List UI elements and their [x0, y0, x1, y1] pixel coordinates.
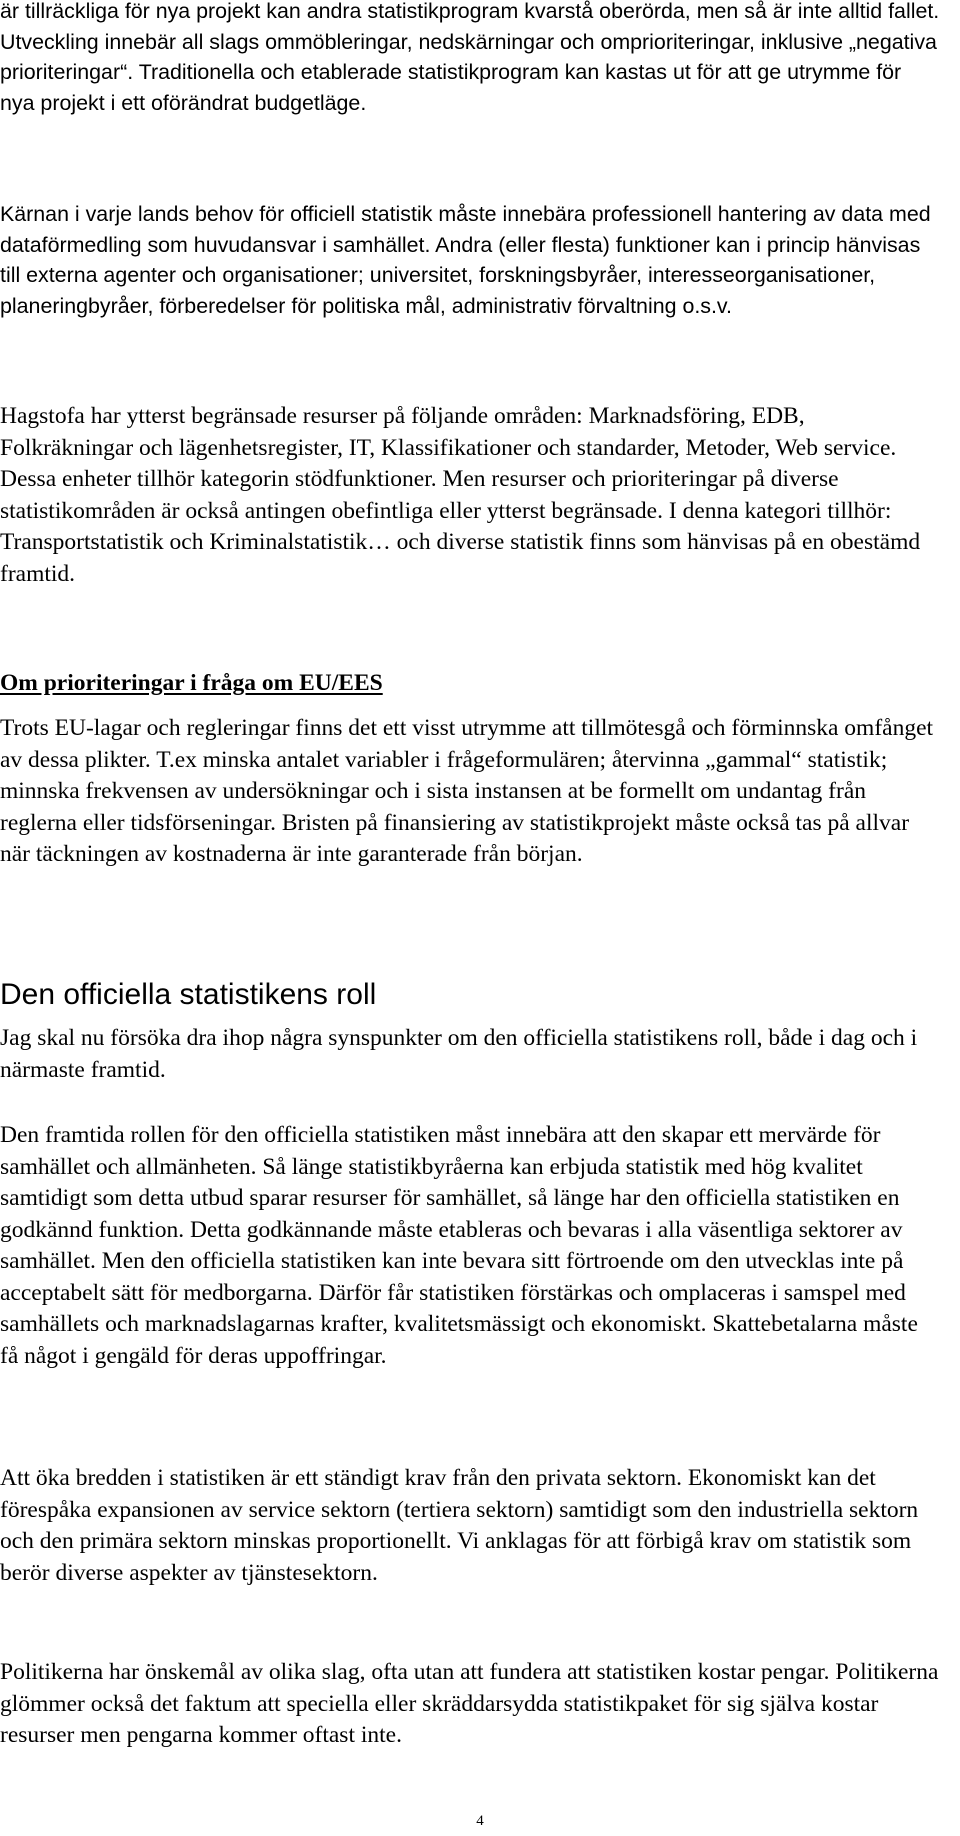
paragraph-6: Den framtida rollen för den officiella statistiken måst innebära att den skapar ett mervärde för samhället och allmänheten. Så länge statistikbyråerna kan erbjuda statistik med hög kvalitet samtidigt som detta utbud sparar resurser för samhället, så länge har den officiella statistiken en godkännd funktion. Detta godkännande måste etableras och bevaras i alla väsentliga sektorer av samhället. Men den officiella statistiken kan inte bevara sitt förtroende om den utvecklas inte på acceptabelt sätt för medborgarna. Därför får statistiken förstärkas och omplaceras i samspel med samhällets och marknadslagarnas krafter, kvalitetsmässigt och ekonomiskt. Skattebetalarna måste få något i gengäld för deras uppoffringar. [0, 1122, 918, 1369]
paragraph-3: Hagstofa har ytterst begränsade resurser på följande områden: Marknadsföring, EDB, Folkräkningar och lägenhetsregister, IT, Klassifikationer och standarder, Metoder, Web service. Dessa enheter tillhör kategorin stödfunktioner. Men resurser och prioriteringar på diverse statistikområden är också antingen obefintliga eller ytterst begränsade. I denna kategori tillhör: Transportstatistik och Kriminalstatistik… och diverse statistik finns som hänvisas på en obestämd framtid. [0, 403, 921, 587]
paragraph-1: är tillräckliga för nya projekt kan andra statistikprogram kvarstå oberörda, men så är inte alltid fallet. Utveckling innebär all slags ommöbleringar, nedskärningar och omprioriteringar, inklusive „negativa prioriteringar“. Traditionella och etablerade statistikprogram kan kastas ut för att ge utrymme för nya projekt i ett oförändrat budgetläge. [0, 0, 940, 115]
section-heading: Den officiella statistikens roll [0, 978, 377, 1011]
paragraph-5: Jag skal nu försöka dra ihop några synspunkter om den officiella statistikens roll, både i dag och i närmaste framtid. [0, 1025, 918, 1083]
paragraph-7: Att öka bredden i statistiken är ett ständigt krav från den privata sektorn. Ekonomiskt kan det förespåka expansionen av service sektorn (tertiera sektorn) samtidigt som den industriella sektorn och den primära sektorn minskas proportionellt. Vi anklagas för att förbigå krav om statistik som berör diverse aspekter av tjänstesektorn. [0, 1465, 919, 1586]
subheading-eu-priorities: Om prioriteringar i fråga om EU/EES [0, 670, 383, 696]
paragraph-2: Kärnan i varje lands behov för officiell statistik måste innebära professionell hantering av data med dataförmedling som huvudansvar i samhället. Andra (eller flesta) funktioner kan i princip hänvisas till externa agenter och organisationer; universitet, forskningsbyråer, interesseorganisationer, planeringbyråer, förberedelser för politiska mål, administrativ förvaltning o.s.v. [0, 202, 931, 318]
paragraph-4: Trots EU-lagar och regleringar finns det ett visst utrymme att tillmötesgå och förminnska omfånget av dessa plikter. T.ex minska antalet variabler i frågeformulären; återvinna „gammal“ statistik; minnska frekvensen av undersökningar och i sista instansen at be formellt om undantag från reglerna eller tidsförseningar. Bristen på finansiering av statistikprojekt måste också tas på allvar när täckningen av kostnaderna är inte garanterade från början. [0, 715, 934, 867]
page-number: 4 [476, 1813, 484, 1829]
paragraph-8: Politikerna har önskemål av olika slag, ofta utan att fundera att statistiken kostar pengar. Politikerna glömmer också det faktum att speciella eller skräddarsydda statistikpaket för sig själva kostar resurser men pengarna kommer oftast inte. [0, 1659, 939, 1748]
